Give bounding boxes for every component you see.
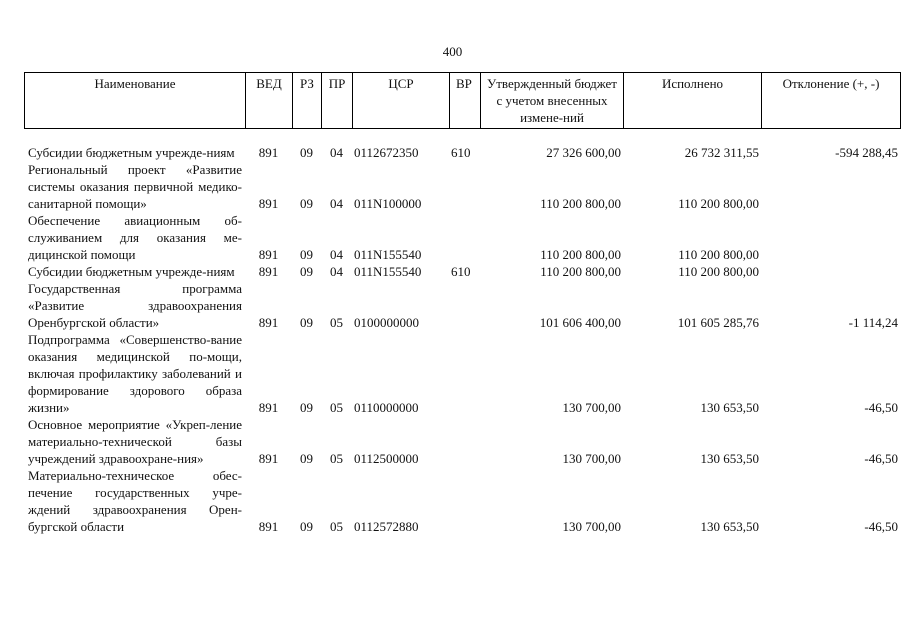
row-rz: 09 [300,451,313,466]
row-ved: 891 [258,315,279,330]
row-ved: 891 [258,519,279,534]
page-number: 400 [442,44,463,59]
row-name: Материально-техническое обес-печение государственных учре-ждений здравоохранения Орен-бургской области [28,468,242,534]
row-pr: 05 [330,315,343,330]
row-name: Региональный проект «Развитие системы оказания первичной медико-санитарной помощи» [28,162,242,211]
header-vr: ВР [450,73,481,129]
table-row [24,161,900,212]
row-executed: 110 200 800,00 [678,264,759,279]
row-ved: 891 [258,247,279,262]
row-vr [449,416,480,467]
row-executed: 101 605 285,76 [677,315,759,330]
row-budget: 101 606 400,00 [539,315,621,330]
table-row [24,416,900,467]
row-csr: 011N155540 [354,247,422,262]
row-budget: 110 200 800,00 [540,264,621,279]
row-name: Обеспечение авиационным об-служиванием для оказания ме-дицинской помощи [28,213,242,262]
row-deviation [761,263,900,280]
row-ved: 891 [258,145,279,160]
row-pr: 04 [330,264,343,279]
row-executed: 130 653,50 [700,400,759,415]
row-name: Субсидии бюджетным учрежде-ниям [28,145,235,160]
table-row [24,144,900,161]
table-row [24,263,900,280]
row-deviation [761,161,900,212]
row-csr: 011N100000 [354,196,422,211]
row-rz: 09 [300,247,313,262]
header-pr: ПР [322,73,353,129]
header-budget: Утвержденный бюджет с учетом внесенных измене-ний [481,73,624,129]
row-executed: 26 732 311,55 [684,145,759,160]
header-csr: ЦСР [353,73,450,129]
row-deviation [761,212,900,263]
row-budget: 27 326 600,00 [546,145,621,160]
row-executed: 130 653,50 [700,451,759,466]
row-vr: 610 [451,145,471,160]
row-vr [449,212,480,263]
row-csr: 0112672350 [354,145,419,160]
header-ved: ВЕД [246,73,293,129]
row-pr: 05 [330,451,343,466]
row-vr [449,280,480,331]
row-csr: 011N155540 [354,264,422,279]
row-deviation: -594 288,45 [835,145,898,160]
row-rz: 09 [300,145,313,160]
header-deviation: Отклонение (+, -) [762,73,901,129]
table-header [24,72,901,129]
row-name: Подпрограмма «Совершенство-вание оказания медицинской по-мощи, включая профилактику заболеваний и формирование здорового образа жизни» [28,332,242,415]
row-deviation: -46,50 [864,519,898,534]
row-budget: 130 700,00 [562,519,621,534]
row-ved: 891 [258,196,279,211]
row-budget: 110 200 800,00 [540,247,621,262]
header-executed: Исполнено [624,73,762,129]
row-budget: 130 700,00 [562,400,621,415]
row-vr [449,331,480,416]
row-executed: 130 653,50 [700,519,759,534]
row-pr: 04 [330,145,343,160]
row-csr: 0110000000 [354,400,419,415]
row-pr: 05 [330,519,343,534]
row-executed: 110 200 800,00 [678,196,759,211]
row-csr: 0100000000 [354,315,419,330]
table-body [24,144,900,535]
row-ved: 891 [258,451,279,466]
row-vr [449,161,480,212]
row-budget: 110 200 800,00 [540,196,621,211]
row-vr: 610 [451,264,471,279]
row-csr: 0112572880 [354,519,419,534]
row-pr: 04 [330,196,343,211]
row-name: Государственная программа «Развитие здравоохранения Оренбургской области» [28,281,242,330]
row-budget: 130 700,00 [562,451,621,466]
table-row [24,212,900,263]
row-rz: 09 [300,315,313,330]
row-vr [449,467,480,535]
row-name: Основное мероприятие «Укреп-ление материально-технической базы учреждений здравоохране-ния» [28,417,242,466]
row-rz: 09 [300,196,313,211]
row-deviation: -46,50 [864,451,898,466]
row-name: Субсидии бюджетным учрежде-ниям [28,264,235,279]
table-row [24,467,900,535]
row-deviation: -46,50 [864,400,898,415]
row-pr: 05 [330,400,343,415]
table-row [24,331,900,416]
row-rz: 09 [300,400,313,415]
header-rz: РЗ [293,73,322,129]
row-csr: 0112500000 [354,451,419,466]
row-executed: 110 200 800,00 [678,247,759,262]
row-rz: 09 [300,519,313,534]
row-deviation: -1 114,24 [848,315,898,330]
header-name: Наименование [25,73,246,129]
row-ved: 891 [258,264,279,279]
row-ved: 891 [258,400,279,415]
row-rz: 09 [300,264,313,279]
row-pr: 04 [330,247,343,262]
table-row [24,280,900,331]
